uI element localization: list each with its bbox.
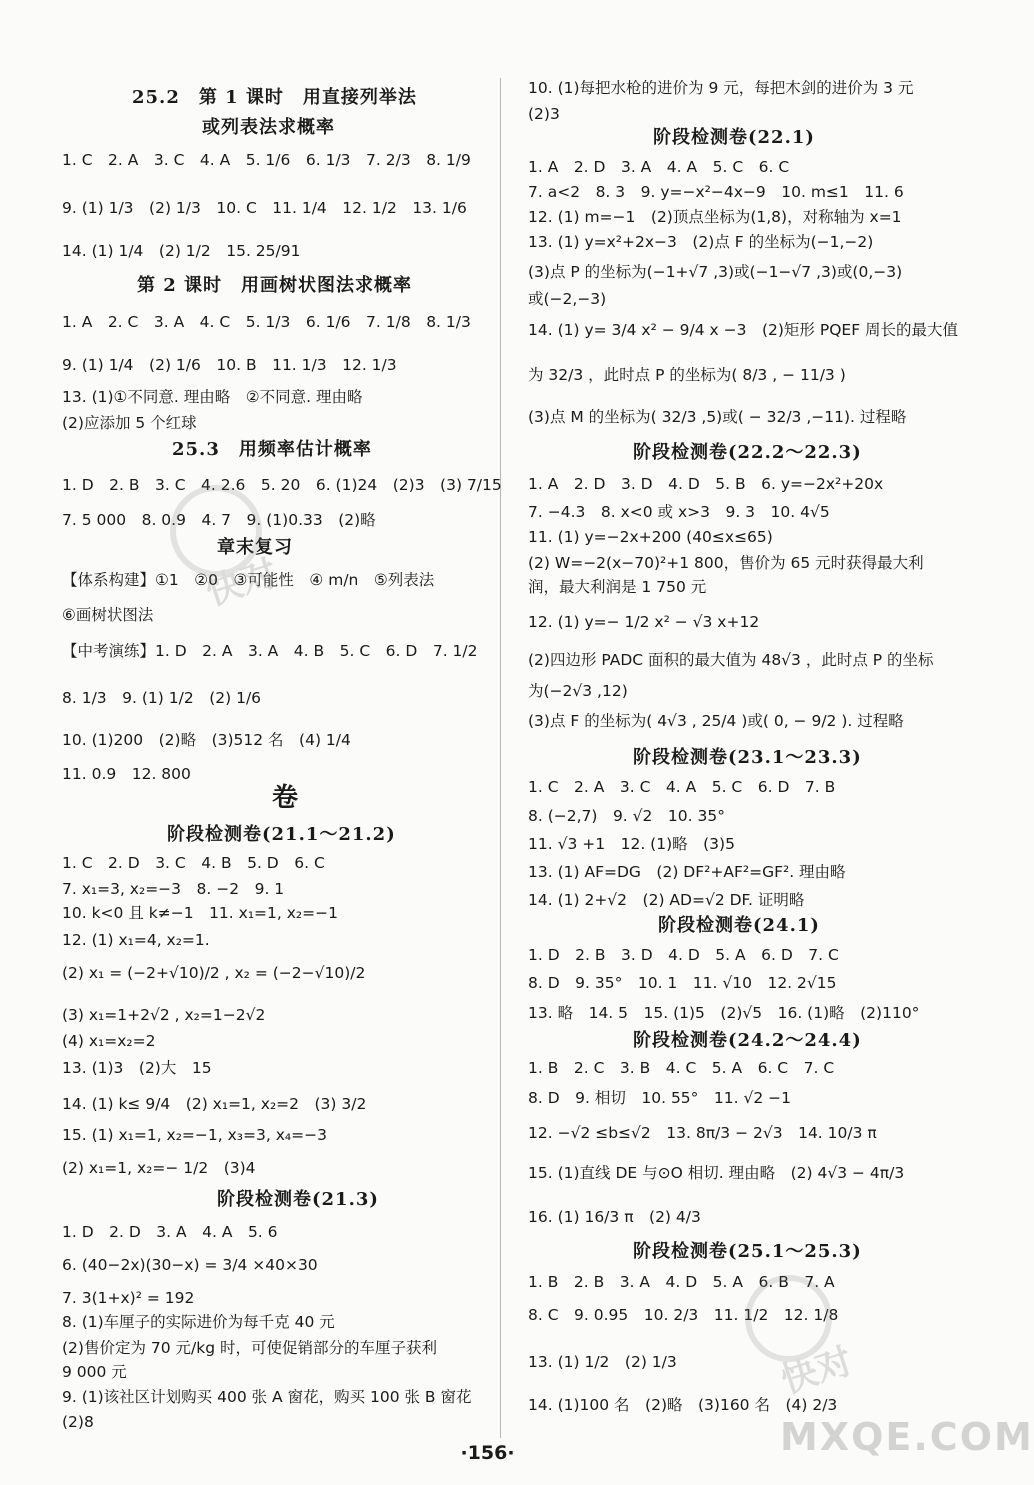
answer-line: 13. (1) 1/2 (2) 1/3 (528, 1353, 677, 1371)
answer-line: 1. C 2. A 3. C 4. A 5. 1/6 6. 1/3 7. 2/3 8. 1/9 (62, 151, 471, 169)
stamp-text: 快对 (201, 552, 283, 614)
answer-line: (2)8 (62, 1413, 94, 1431)
part-title: 卷 (272, 783, 299, 813)
answer-line: 润，最大利润是 1 750 元 (528, 578, 707, 596)
answer-line: 12. (1) x₁=4, x₂=1. (62, 931, 210, 949)
answer-line: 14. (1)100 名 (2)略 (3)160 名 (4) 2/3 (528, 1396, 838, 1414)
answer-line: 13. (1)3 (2)大 15 (62, 1059, 212, 1077)
answer-line: 1. A 2. D 3. D 4. D 5. B 6. y=−2x²+20x (528, 475, 884, 493)
section-title: 阶段检测卷(23.1～23.3) (633, 747, 862, 768)
answer-line: 为 32/3 ，此时点 P 的坐标为( 8/3 , − 11/3 ) (528, 366, 846, 384)
kuaidui-stamp (735, 1265, 895, 1415)
answer-line: 11. (1) y=−2x+200 (40≤x≤65) (528, 528, 773, 546)
answer-line: 11. 0.9 12. 800 (62, 765, 191, 783)
answer-line: 8. 1/3 9. (1) 1/2 (2) 1/6 (62, 689, 262, 707)
answer-line: 7. −4.3 8. x<0 或 x>3 9. 3 10. 4√5 (528, 503, 830, 521)
answer-line: 1. D 2. B 3. C 4. 2.6 5. 20 6. (1)24 (2)3 (3) 7/15 (62, 476, 502, 494)
section-title: 阶段检测卷(21.3) (217, 1189, 379, 1210)
answer-line: (2)3 (528, 105, 560, 123)
section-title: 或列表法求概率 (202, 117, 335, 138)
answer-line: 7. a<2 8. 3 9. y=−x²−4x−9 10. m≤1 11. 6 (528, 183, 904, 201)
answer-line: 8. (−2,7) 9. √2 10. 35° (528, 807, 725, 825)
answer-line: 8. C 9. 0.95 10. 2/3 11. 1/2 12. 1/8 (528, 1306, 839, 1324)
answer-line: (3)点 M 的坐标为( 32/3 ,5)或( − 32/3 ,−11). 过程略 (528, 408, 907, 426)
answer-line: 13. 略 14. 5 15. (1)5 (2)√5 16. (1)略 (2)110° (528, 1004, 920, 1022)
answer-line: 9 000 元 (62, 1363, 127, 1381)
section-title: 阶段检测卷(24.2～24.4) (633, 1030, 862, 1051)
section-title: 章末复习 (217, 537, 293, 558)
answer-line: 1. A 2. C 3. A 4. C 5. 1/3 6. 1/6 7. 1/8 8. 1/3 (62, 313, 471, 331)
answer-line: 15. (1) x₁=1, x₂=−1, x₃=3, x₄=−3 (62, 1126, 327, 1144)
section-title: 25.2 第 1 课时 用直接列举法 (132, 87, 417, 108)
answer-line: (3)点 F 的坐标为( 4√3 , 25/4 )或( 0, − 9/2 ). 过程略 (528, 712, 904, 730)
answer-line: 7. x₁=3, x₂=−3 8. −2 9. 1 (62, 880, 285, 898)
answer-line: 【中考演练】1. D 2. A 3. A 4. B 5. C 6. D 7. 1/2 (62, 642, 478, 660)
site-watermark: MXQE.COM (780, 1415, 1034, 1459)
answer-line: 1. C 2. A 3. C 4. A 5. C 6. D 7. B (528, 778, 836, 796)
answer-line: 8. (1)车厘子的实际进价为每千克 40 元 (62, 1313, 335, 1331)
answer-line: 11. √3 +1 12. (1)略 (3)5 (528, 835, 735, 853)
answer-line: 10. (1)200 (2)略 (3)512 名 (4) 1/4 (62, 731, 351, 749)
answer-line: 14. (1) 1/4 (2) 1/2 15. 25/91 (62, 242, 301, 260)
answer-line: 10. k<0 且 k≠−1 11. x₁=1, x₂=−1 (62, 904, 338, 922)
answer-line: 9. (1) 1/3 (2) 1/3 10. C 11. 1/4 12. 1/2 13. 1/6 (62, 199, 467, 217)
section-title: 第 2 课时 用画树状图法求概率 (137, 275, 413, 296)
kuaidui-stamp (160, 475, 320, 635)
answer-line: (2) W=−2(x−70)²+1 800，售价为 65 元时获得最大利 (528, 554, 924, 572)
section-title: 阶段检测卷(24.1) (658, 915, 820, 936)
stamp-text: 快对 (776, 1340, 858, 1402)
answer-line: 13. (1) AF=DG (2) DF²+AF²=GF². 理由略 (528, 863, 846, 881)
answer-line: 14. (1) y= 3/4 x² − 9/4 x −3 (2)矩形 PQEF 周长的最大值 (528, 321, 959, 339)
answer-line: 16. (1) 16/3 π (2) 4/3 (528, 1208, 701, 1226)
answer-line: 1. D 2. D 3. A 4. A 5. 6 (62, 1223, 278, 1241)
answer-line: 9. (1) 1/4 (2) 1/6 10. B 11. 1/3 12. 1/3 (62, 356, 397, 374)
answer-line: 或(−2,−3) (528, 290, 607, 308)
answer-line: 14. (1) k≤ 9/4 (2) x₁=1, x₂=2 (3) 3/2 (62, 1095, 367, 1113)
answer-line: 8. D 9. 35° 10. 1 11. √10 12. 2√15 (528, 974, 837, 992)
answer-line: 为(−2√3 ,12) (528, 682, 628, 700)
answer-line: 12. −√2 ≤b≤√2 13. 8π/3 − 2√3 14. 10/3 π (528, 1124, 877, 1142)
section-title: 25.3 用频率估计概率 (172, 439, 372, 460)
section-title: 阶段检测卷(25.1～25.3) (633, 1241, 862, 1262)
page-number: ·156· (460, 1442, 515, 1464)
answer-line: 1. C 2. D 3. C 4. B 5. D 6. C (62, 854, 325, 872)
column-divider (500, 78, 501, 1438)
answer-line: 13. (1) y=x²+2x−3 (2)点 F 的坐标为(−1,−2) (528, 233, 874, 251)
answer-line: 14. (1) 2+√2 (2) AD=√2 DF. 证明略 (528, 891, 805, 909)
answer-line: 12. (1) m=−1 (2)顶点坐标为(1,8)，对称轴为 x=1 (528, 208, 902, 226)
answer-line: 7. 5 000 8. 0.9 4. 7 9. (1)0.33 (2)略 (62, 511, 376, 529)
answer-line: (3) x₁=1+2√2 , x₂=1−2√2 (62, 1006, 266, 1024)
answer-line: 10. (1)每把水枪的进价为 9 元，每把木剑的进价为 3 元 (528, 79, 914, 97)
answer-line: 1. A 2. D 3. A 4. A 5. C 6. C (528, 158, 790, 176)
answer-line: (3)点 P 的坐标为(−1+√7 ,3)或(−1−√7 ,3)或(0,−3) (528, 263, 903, 281)
answer-line: (2)应添加 5 个红球 (62, 414, 197, 432)
answer-line: ⑥画树状图法 (62, 606, 154, 624)
answer-line: 1. B 2. B 3. A 4. D 5. A 6. B 7. A (528, 1273, 835, 1291)
section-title: 阶段检测卷(21.1～21.2) (167, 824, 396, 845)
answer-line: (2) x₁=1, x₂=− 1/2 (3)4 (62, 1159, 256, 1177)
answer-line: 1. B 2. C 3. B 4. C 5. A 6. C 7. C (528, 1059, 835, 1077)
section-title: 阶段检测卷(22.1) (653, 127, 815, 148)
answer-line: (2)售价定为 70 元/kg 时，可使促销部分的车厘子获利 (62, 1339, 437, 1357)
answer-line: 9. (1)该社区计划购买 400 张 A 窗花，购买 100 张 B 窗花 (62, 1388, 472, 1406)
answer-line: 【体系构建】①1 ②0 ③可能性 ④ m/n ⑤列表法 (62, 571, 435, 589)
answer-line: 15. (1)直线 DE 与⊙O 相切. 理由略 (2) 4√3 − 4π/3 (528, 1164, 905, 1182)
answer-line: 6. (40−2x)(30−x) = 3/4 ×40×30 (62, 1256, 318, 1274)
answer-line: 12. (1) y=− 1/2 x² − √3 x+12 (528, 613, 760, 631)
answer-line: (2) x₁ = (−2+√10)/2 , x₂ = (−2−√10)/2 (62, 964, 366, 982)
answer-line: 1. D 2. B 3. D 4. D 5. A 6. D 7. C (528, 946, 839, 964)
answer-line: (2)四边形 PADC 面积的最大值为 48√3 ，此时点 P 的坐标 (528, 651, 934, 669)
answer-line: (4) x₁=x₂=2 (62, 1032, 156, 1050)
answer-line: 8. D 9. 相切 10. 55° 11. √2 −1 (528, 1089, 792, 1107)
answer-line: 13. (1)①不同意. 理由略 ②不同意. 理由略 (62, 388, 363, 406)
section-title: 阶段检测卷(22.2～22.3) (633, 442, 862, 463)
answer-line: 7. 3(1+x)² = 192 (62, 1289, 195, 1307)
